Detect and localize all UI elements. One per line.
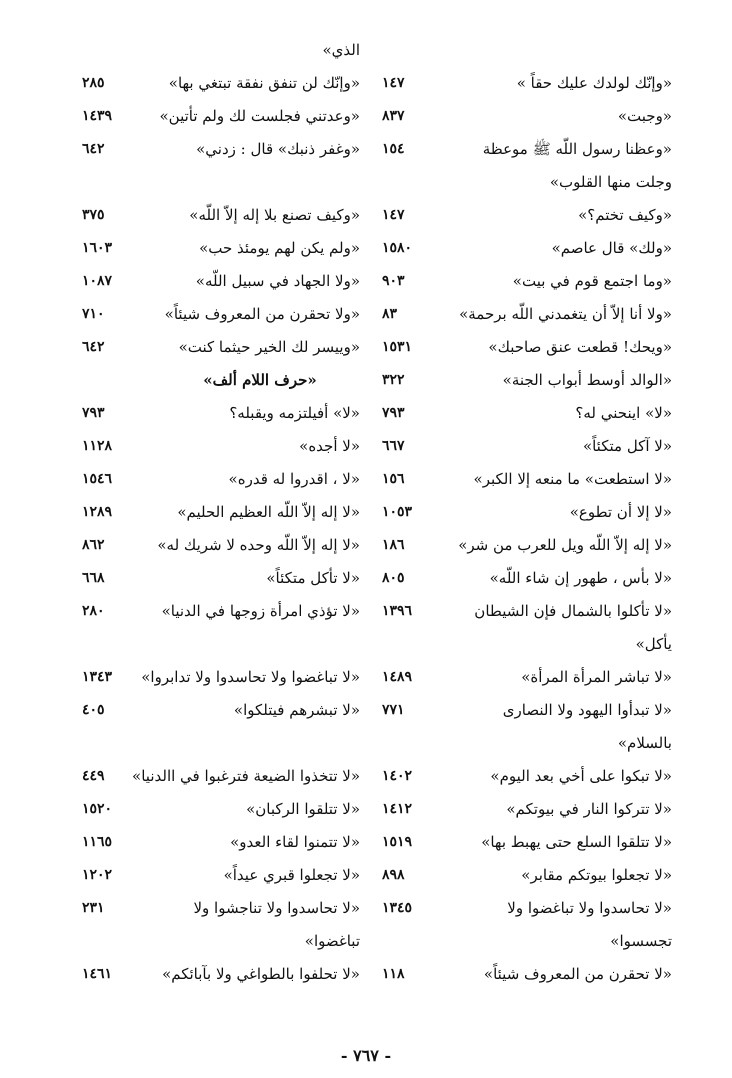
entry-number: ١٥٤٦: [82, 471, 113, 487]
entry-text: «لا تؤذي امرأة زوجها في الدنيا»: [161, 602, 360, 620]
entry-number: [82, 34, 142, 66]
entry-number: ٦٤٢: [82, 339, 105, 355]
entry-number: ١٦٠٣: [82, 240, 113, 256]
entry-text: وجلت منها القلوب»: [549, 173, 672, 191]
entry-text: [160, 166, 360, 198]
entry-number: ٤٠٥: [82, 702, 105, 718]
index-row: [0, 925, 732, 957]
entry-text: «لا تحاسدوا ولا تناجشوا ولا: [193, 899, 360, 917]
index-row: [0, 463, 732, 495]
index-row: [0, 166, 732, 198]
entry-number: [82, 364, 142, 396]
entry-number: ٢٨٥: [82, 75, 105, 91]
entry-number: ١٤٨٩: [382, 669, 413, 685]
entry-text: «وغفر ذنبك» قال : زدني»: [196, 140, 360, 158]
entry-text: [452, 34, 672, 66]
index-row: [0, 265, 732, 297]
index-row: [0, 859, 732, 891]
entry-number: ١٢٠٢: [82, 867, 113, 883]
entry-number: ١٥١٩: [382, 834, 413, 850]
entry-text: «لا تتلقوا السلع حتى يهبط بها»: [481, 833, 672, 851]
entry-text: «ولك» قال عاصم»: [551, 239, 672, 257]
entry-text: «لا ، اقدروا له قدره»: [228, 470, 360, 488]
entry-number: [82, 925, 142, 957]
entry-text: «لا استطعت» ما منعه إلا الكبر»: [473, 470, 672, 488]
entry-number: ١١٦٥: [82, 834, 113, 850]
entry-number: [382, 628, 442, 660]
index-row: [0, 496, 732, 528]
entry-number: ١٤٦١: [82, 966, 113, 982]
entry-number: ١١٨: [382, 966, 405, 982]
index-row: [0, 397, 732, 429]
entry-text: «وعدتني فجلست لك ولم تأتين»: [159, 107, 360, 125]
entry-number: ٤٤٩: [82, 768, 105, 784]
index-row: [0, 133, 732, 165]
entry-text: «لا تأكلوا بالشمال فإن الشيطان: [474, 602, 672, 620]
entry-text: «لا تبدأوا اليهود ولا النصارى: [502, 701, 672, 719]
index-row: [0, 628, 732, 660]
entry-text: «لا تجعلوا قبري عيداً»: [223, 866, 360, 884]
entry-text: «لا تتركوا النار في بيوتكم»: [506, 800, 672, 818]
index-row: [0, 958, 732, 990]
entry-number: ٧١٠: [82, 306, 105, 322]
index-row: [0, 793, 732, 825]
entry-number: ١٢٨٩: [82, 504, 113, 520]
entry-number: [382, 727, 442, 759]
entry-text: «وعظنا رسول اللّه ﷺ موعظة: [482, 140, 672, 158]
index-row: [0, 67, 732, 99]
entry-number: [82, 166, 142, 198]
entry-number: ٨٠٥: [382, 570, 405, 586]
entry-text: «لا تحاسدوا ولا تباغضوا ولا: [507, 899, 672, 917]
entry-number: ١٥٨٠: [382, 240, 413, 256]
entry-text: «لا إله إلاّ اللّه ويل للعرب من شر»: [458, 536, 672, 554]
entry-number: ٢٨٠: [82, 603, 105, 619]
entry-text: «لا» اينحني له؟: [575, 404, 672, 422]
entry-number: ١٤٣٩: [82, 108, 113, 124]
entry-number: ٧٩٣: [382, 405, 405, 421]
index-row: [0, 826, 732, 858]
entry-number: ١٤٧: [382, 75, 405, 91]
section-header: «حرف اللام ألف»: [203, 371, 317, 389]
entry-text: «الوالد أوسط أبواب الجنة»: [502, 371, 672, 389]
index-row: [0, 100, 732, 132]
index-row: [0, 727, 732, 759]
entry-text: تباغضوا»: [304, 932, 360, 950]
index-row: [0, 694, 732, 726]
entry-text: «لا تباغضوا ولا تحاسدوا ولا تدابروا»: [141, 668, 360, 686]
entry-text: «لا تحلفوا بالطواغي ولا بآبائكم»: [162, 965, 360, 983]
entry-text: الذي»: [322, 41, 360, 59]
entry-number: ٨٣٧: [382, 108, 405, 124]
entry-text: «لا إله إلاّ اللّه العظيم الحليم»: [177, 503, 360, 521]
index-row: [0, 430, 732, 462]
index-row: [0, 760, 732, 792]
entry-number: ٣٧٥: [82, 207, 105, 223]
entry-number: [382, 166, 442, 198]
entry-number: ١٥٣١: [382, 339, 413, 355]
entry-number: ١٥٦: [382, 471, 405, 487]
entry-number: ١٣٩٦: [382, 603, 413, 619]
entry-number: ٧٧١: [382, 702, 405, 718]
entry-number: ١١٢٨: [82, 438, 113, 454]
entry-number: ١٠٨٧: [82, 273, 113, 289]
entry-text: يأكل»: [635, 635, 672, 653]
index-row: [0, 331, 732, 363]
entry-text: «لا تتخذوا الضيعة فترغبوا في االدنيا»: [132, 767, 360, 785]
entry-text: «لا إلا أن تطوع»: [569, 503, 672, 521]
entry-text: «لا تجعلوا بيوتكم مقابر»: [521, 866, 672, 884]
entry-number: ٨٦٢: [82, 537, 105, 553]
entry-number: ٧٩٣: [82, 405, 105, 421]
page-number: - ٧٦٧ -: [340, 1046, 392, 1065]
entry-number: ٦٦٨: [82, 570, 105, 586]
entry-number: ١٥٢٠: [82, 801, 113, 817]
entry-text: [160, 628, 360, 660]
index-row: [0, 232, 732, 264]
index-row: [0, 562, 732, 594]
entry-number: ١٤٧: [382, 207, 405, 223]
entry-text: «وكيف تختم؟»: [578, 206, 672, 224]
entry-number: ٨٩٨: [382, 867, 405, 883]
entry-text: «لا أجده»: [299, 437, 360, 455]
entry-number: ٩٠٣: [382, 273, 405, 289]
entry-text: «لا تبشرهم فيتلكوا»: [233, 701, 360, 719]
entry-text: «لا» أفيلتزمه ويقبله؟: [229, 404, 360, 422]
index-row: [0, 364, 732, 396]
entry-text: «ويحك! قطعت عنق صاحبك»: [488, 338, 672, 356]
entry-text: تجسسوا»: [610, 932, 672, 950]
entry-number: ١٠٥٣: [382, 504, 413, 520]
entry-text: «وما اجتمع قوم في بيت»: [512, 272, 672, 290]
entry-number: ٣٢٢: [382, 372, 405, 388]
entry-text: «ولا تحقرن من المعروف شيئاً»: [164, 305, 360, 323]
index-row: [0, 34, 732, 66]
entry-text: «لا تحقرن من المعروف شيئاً»: [483, 965, 672, 983]
entry-text: «ولا الجهاد في سبيل اللّه»: [195, 272, 360, 290]
entry-text: «لا تباشر المرأة المرأة»: [521, 668, 672, 686]
entry-text: «لا تتمنوا لقاء العدو»: [230, 833, 360, 851]
entry-number: ١٣٤٣: [82, 669, 113, 685]
entry-text: «وإنّك لن تنفق نفقة تبتغي بها»: [168, 74, 360, 92]
entry-number: ١٣٤٥: [382, 900, 413, 916]
entry-number: ١٨٦: [382, 537, 405, 553]
entry-number: ٢٣١: [82, 900, 105, 916]
entry-text: [160, 727, 360, 759]
index-row: [0, 199, 732, 231]
entry-number: ٨٣: [382, 306, 398, 322]
index-row: [0, 298, 732, 330]
entry-number: [382, 925, 442, 957]
entry-number: [382, 34, 442, 66]
entry-text: «لا بأس ، طهور إن شاء اللّه»: [489, 569, 672, 587]
entry-number: ١٥٤: [382, 141, 405, 157]
entry-text: «لا تتلقوا الركبان»: [246, 800, 360, 818]
entry-number: [82, 727, 142, 759]
entry-text: «وكيف تصنع بلا إله إلاّ اللّه»: [189, 206, 360, 224]
entry-text: «ولا أنا إلاّ أن يتغمدني اللّه برحمة»: [459, 305, 672, 323]
entry-text: «وجبت»: [617, 107, 672, 125]
index-row: [0, 892, 732, 924]
entry-number: ٦٦٧: [382, 438, 405, 454]
entry-text: «لا تبكوا على أخي بعد اليوم»: [490, 767, 672, 785]
entry-text: «ولم يكن لهم يومئذ حب»: [199, 239, 360, 257]
index-row: [0, 661, 732, 693]
entry-text: «لا تأكل متكئاً»: [266, 569, 360, 587]
entry-text: بالسلام»: [617, 734, 672, 752]
entry-text: «وإنّك لولدك عليك حقاً »: [516, 74, 672, 92]
entry-number: [82, 628, 142, 660]
entry-number: ١٤١٢: [382, 801, 413, 817]
entry-text: «وييسر لك الخير حيثما كنت»: [178, 338, 360, 356]
entry-number: ١٤٠٢: [382, 768, 413, 784]
entry-number: ٦٤٢: [82, 141, 105, 157]
entry-text: «لا إله إلاّ اللّه وحده لا شريك له»: [157, 536, 360, 554]
entry-text: «لا آكل متكئاً»: [582, 437, 672, 455]
index-row: [0, 595, 732, 627]
index-row: [0, 529, 732, 561]
